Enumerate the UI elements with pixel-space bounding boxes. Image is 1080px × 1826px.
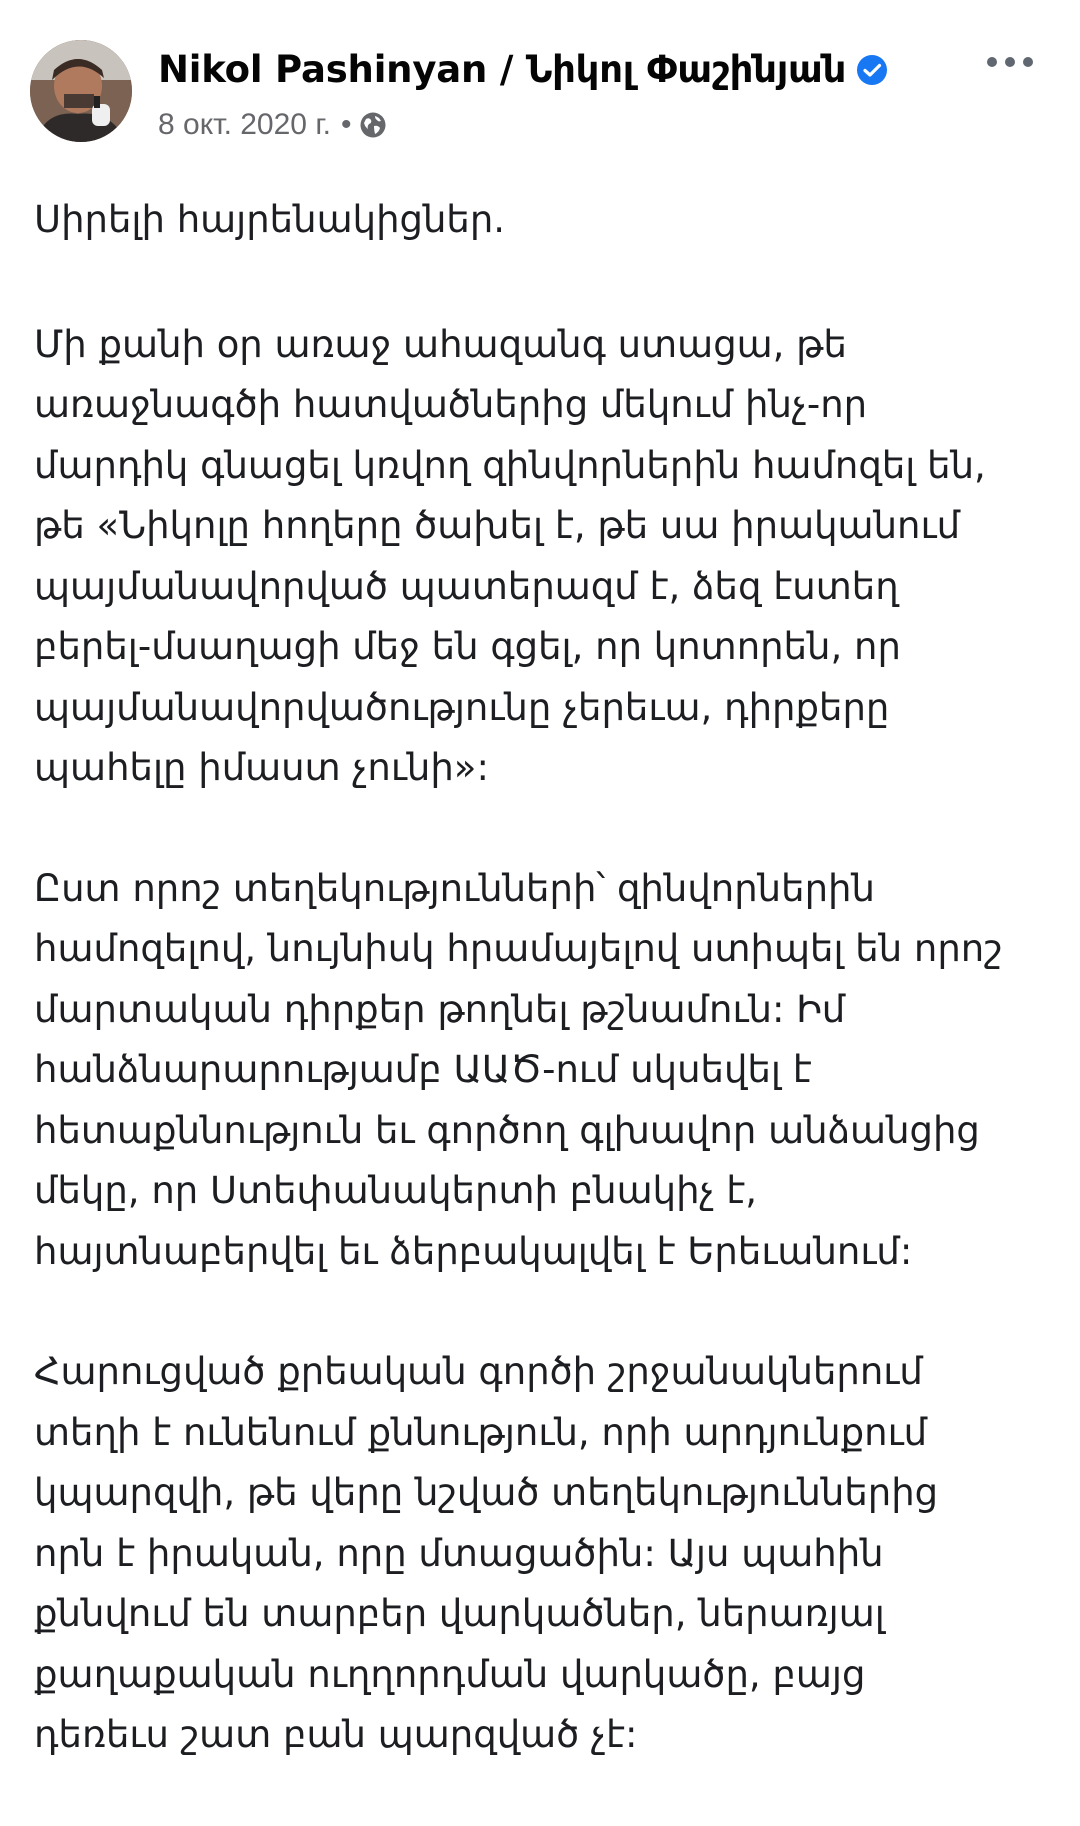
more-options-icon xyxy=(980,44,1040,80)
post-paragraph-greeting: Սիրելի հայրենակիցներ. xyxy=(34,198,506,241)
post-meta xyxy=(158,108,387,142)
post-paragraph: Ըստ որոշ տեղեկությունների՝ զինվորներին համոզելով, նույնիսկ հրամայելով ստիպել են որոշ մարտական դիրքեր թողնել թշնամուն: Իմ հանձնարարությամբ ԱԱԾ-ում սկսեվել է հետաքննություն եւ գործող գլխավոր անձանցից մեկը, որ Ստեփանակերտի բնակիչ է, հայտնաբերվել եւ ձերբակալվել է Երեւանում: xyxy=(34,866,1003,1273)
post-text xyxy=(34,190,1054,1826)
meta-separator: • xyxy=(340,108,352,141)
author-name-line xyxy=(158,48,888,91)
more-options-button[interactable] xyxy=(980,44,1040,80)
globe-icon[interactable] xyxy=(359,111,387,139)
post-paragraph: Մի քանի օր առաջ ահազանգ ստացա, թե առաջնագծի հատվածներից մեկում ինչ-որ մարդիկ գնացել կռվող զինվորներին համոզել են, թե «Նիկոլը հողերը ծախել է, թե սա իրականում պայմանավորված պատերազմ է, ձեզ էստեղ բերել-մսաղացի մեջ են գցել, որ կոտորեն, որ պայմանավորվածությունը չերեւա, դիրքերը պահելը իմաստ չունի»: xyxy=(34,322,986,789)
avatar-photo xyxy=(30,40,132,142)
post-date[interactable]: 8 окт. 2020 г. xyxy=(158,108,331,141)
post-header xyxy=(0,0,1080,160)
author-name[interactable]: Nikol Pashinyan / Նիկոլ Փաշինյան xyxy=(158,48,847,91)
verified-badge-icon xyxy=(856,54,888,86)
author-avatar[interactable] xyxy=(30,40,132,142)
post-paragraph: Հարուցված քրեական գործի շրջանակներում տեղի է ունենում քննություն, որի արդյունքում կպարզվի, թե վերը նշված տեղեկություններից որն է իրական, որը մտացածին: Այս պահին քննվում են տարբեր վարկածներ, ներառյալ քաղաքական ուղղորդման վարկածը, բայց դեռեւս շատ բան պարզված չէ: xyxy=(34,1350,939,1756)
